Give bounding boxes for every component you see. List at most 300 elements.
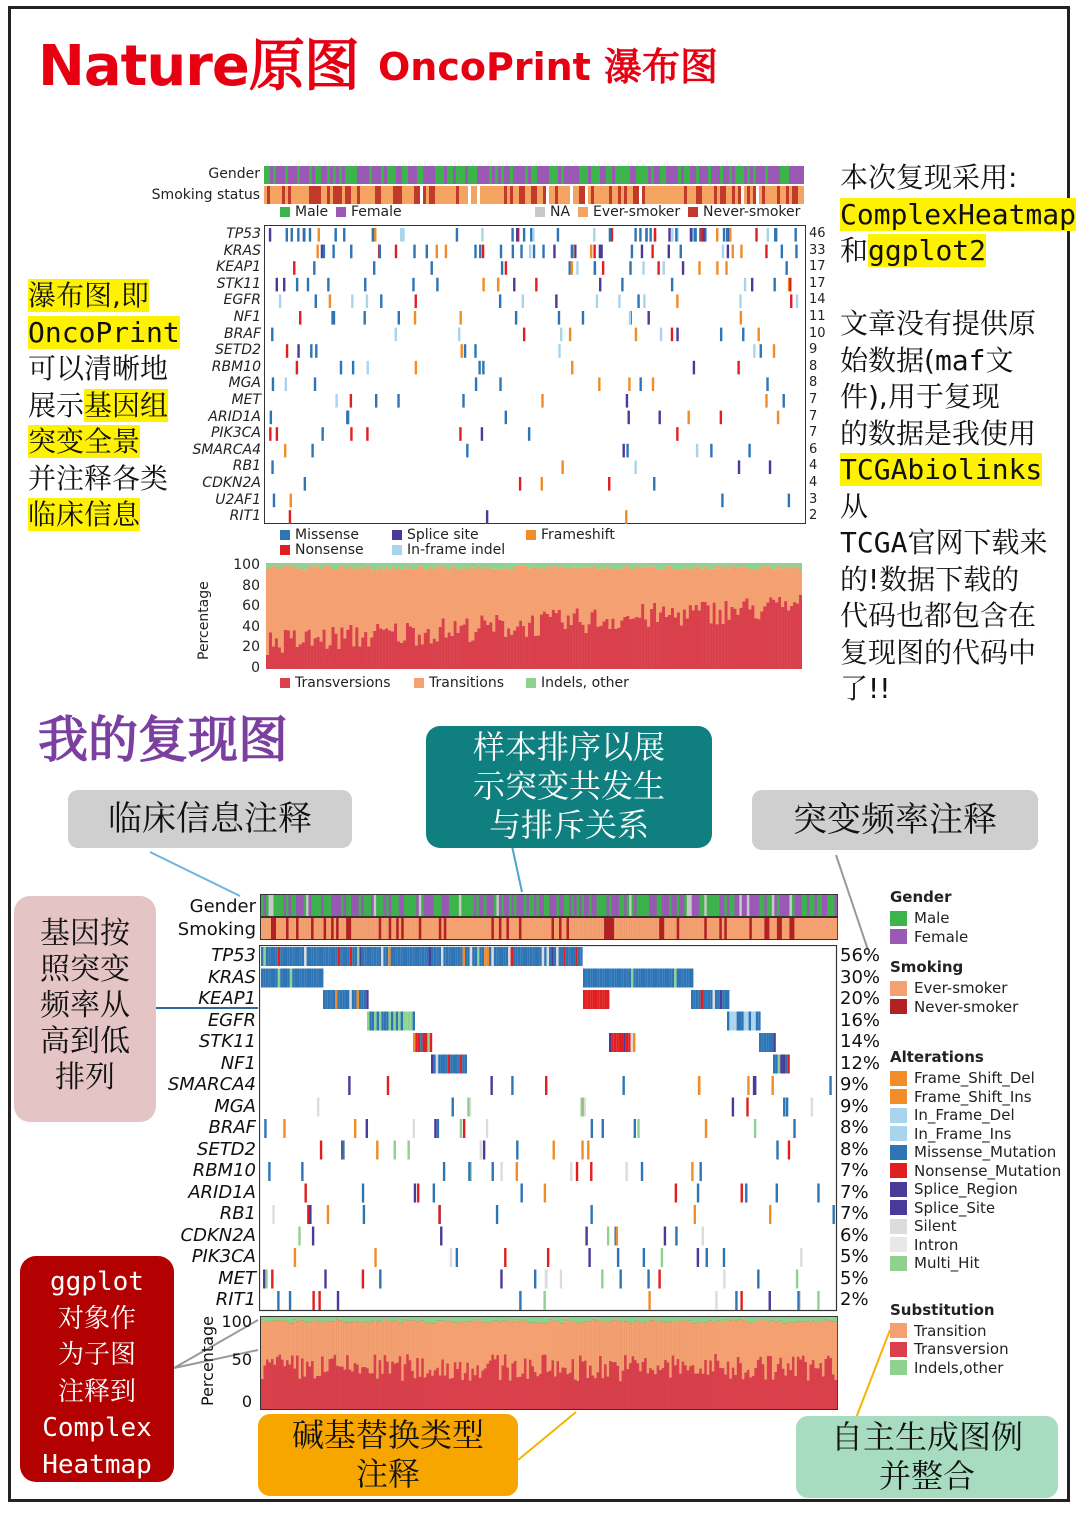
transition-bar bbox=[679, 1322, 682, 1374]
transversion-bar bbox=[294, 1369, 297, 1409]
mutation-cell bbox=[629, 969, 631, 988]
gender-cell bbox=[409, 895, 412, 916]
mutation-cell bbox=[749, 1012, 751, 1031]
orig-y-tick: 40 bbox=[242, 618, 260, 635]
mutation-cell bbox=[431, 1055, 433, 1074]
transversion-bar bbox=[354, 1363, 357, 1409]
indel-bar bbox=[669, 1317, 672, 1322]
transversion-bar bbox=[674, 1365, 677, 1409]
indel-bar bbox=[822, 1317, 825, 1322]
mutation-cell bbox=[619, 1270, 621, 1289]
mutation-cell bbox=[588, 990, 590, 1009]
mutation-cell bbox=[605, 969, 607, 988]
transition-bar bbox=[339, 1320, 342, 1366]
transition-bar bbox=[546, 1322, 549, 1372]
gender-cell bbox=[757, 895, 760, 916]
transversion-bar bbox=[506, 1368, 509, 1409]
indel-bar bbox=[677, 1317, 680, 1321]
indel-bar bbox=[331, 1317, 334, 1322]
mutation-cell bbox=[317, 1098, 319, 1117]
gender-cell bbox=[269, 895, 272, 916]
callout-ggplot-line: 为子图 bbox=[57, 1340, 136, 1370]
mutation-cell bbox=[664, 1227, 666, 1246]
gender-cell bbox=[587, 895, 590, 916]
mutation-cell bbox=[357, 990, 359, 1009]
transition-bar bbox=[289, 1323, 292, 1364]
gender-cell bbox=[772, 895, 775, 916]
gender-cell bbox=[496, 895, 499, 916]
transversion-bar bbox=[647, 1373, 650, 1409]
smoking-cell bbox=[797, 918, 800, 939]
mutation-cell bbox=[539, 947, 541, 966]
transversion-bar bbox=[334, 1355, 337, 1409]
mutation-cell bbox=[441, 947, 443, 966]
transversion-bar bbox=[486, 1364, 489, 1409]
orig-sub-legend-transitions: Transitions bbox=[414, 675, 504, 691]
page-subtitle: OncoPrint 瀑布图 bbox=[378, 45, 719, 89]
mutation-cell bbox=[298, 1227, 300, 1246]
transversion-bar bbox=[629, 1363, 632, 1409]
mutation-cell bbox=[513, 947, 515, 966]
mutation-cell bbox=[292, 947, 294, 966]
gender-cell bbox=[562, 895, 565, 916]
indel-bar bbox=[549, 1317, 552, 1320]
indel-bar bbox=[359, 1317, 362, 1321]
orig-gene-label: SMARCA4 bbox=[192, 441, 261, 458]
smoking-cell bbox=[649, 918, 652, 939]
mutation-cell bbox=[619, 1033, 621, 1052]
transition-bar bbox=[434, 1323, 437, 1370]
indel-bar bbox=[779, 1317, 782, 1321]
mutation-cell bbox=[374, 1248, 376, 1267]
indel-bar bbox=[394, 1317, 397, 1321]
transition-bar bbox=[264, 1321, 267, 1366]
indel-bar bbox=[291, 1317, 294, 1323]
smoking-cell bbox=[754, 918, 757, 939]
transversion-bar bbox=[609, 1361, 612, 1409]
smoking-cell bbox=[639, 918, 642, 939]
legend-label: Ever-smoker bbox=[914, 979, 1008, 998]
transversion-bar bbox=[301, 1359, 304, 1409]
callout-ggplot-line: ggplot bbox=[50, 1267, 144, 1297]
smoking-cell bbox=[261, 918, 264, 939]
repro-gene-label: TP53 bbox=[211, 945, 256, 966]
mutation-cell bbox=[691, 1162, 693, 1181]
mutation-cell bbox=[417, 1184, 419, 1203]
callout-ggplot-line: 注释到 bbox=[57, 1376, 136, 1407]
mutation-cell bbox=[713, 990, 715, 1009]
indel-bar bbox=[541, 1317, 544, 1322]
smoking-cell bbox=[592, 918, 595, 939]
transversion-bar bbox=[391, 1362, 394, 1409]
indel-bar bbox=[742, 1317, 745, 1320]
indel-bar bbox=[501, 1317, 504, 1320]
gender-cell bbox=[319, 895, 322, 916]
transition-bar bbox=[694, 1323, 697, 1373]
indel-bar bbox=[824, 1317, 827, 1320]
gender-cell bbox=[824, 895, 827, 916]
gender-cell bbox=[629, 895, 632, 916]
smoking-cell bbox=[359, 918, 362, 939]
transition-bar bbox=[749, 1323, 752, 1378]
smoking-cell bbox=[762, 918, 765, 939]
mutation-cell bbox=[434, 947, 436, 966]
mutation-cell bbox=[753, 1076, 755, 1095]
indel-bar bbox=[459, 1317, 462, 1321]
indel-bar bbox=[404, 1317, 407, 1320]
transition-bar bbox=[584, 1321, 587, 1361]
smoking-cell bbox=[321, 918, 324, 939]
transversion-bar bbox=[767, 1356, 770, 1409]
orig-gene-label: KRAS bbox=[223, 242, 261, 259]
mutation-cell bbox=[393, 947, 395, 966]
mutation-cell bbox=[723, 1248, 725, 1267]
smoking-cell bbox=[486, 918, 489, 939]
indel-bar bbox=[286, 1317, 289, 1321]
transversion-bar bbox=[509, 1381, 512, 1409]
gender-cell bbox=[809, 895, 812, 916]
indel-bar bbox=[414, 1317, 417, 1321]
mutation-cell bbox=[583, 969, 585, 988]
transversion-bar bbox=[494, 1359, 497, 1409]
orig-count-label: 7 bbox=[809, 392, 818, 407]
transition-bar bbox=[449, 1322, 452, 1379]
transversion-bar bbox=[637, 1363, 640, 1409]
gender-cell bbox=[792, 895, 795, 916]
mutation-cell bbox=[312, 1291, 314, 1310]
transversion-bar bbox=[331, 1359, 334, 1409]
indel-bar bbox=[617, 1317, 620, 1320]
repro-ann-label-smoking: Smoking bbox=[177, 919, 256, 940]
gender-cell bbox=[794, 895, 797, 916]
legend-swatch bbox=[890, 1089, 907, 1104]
mutation-cell bbox=[584, 1098, 586, 1117]
mutation-cell bbox=[345, 947, 347, 966]
transversion-bar bbox=[764, 1380, 767, 1409]
gender-cell bbox=[334, 895, 337, 916]
mutation-cell bbox=[299, 969, 301, 988]
smoking-cell bbox=[401, 918, 404, 939]
legend-label: Nonsense_Mutation bbox=[914, 1161, 1062, 1180]
repro-percent-label: 5% bbox=[840, 1246, 869, 1267]
smoking-cell bbox=[376, 918, 379, 939]
transversion-bar bbox=[734, 1375, 737, 1409]
gender-cell bbox=[324, 895, 327, 916]
mutation-cell bbox=[290, 947, 292, 966]
transversion-bar bbox=[276, 1357, 279, 1409]
indel-bar bbox=[434, 1317, 437, 1323]
smoking-cell bbox=[789, 918, 792, 939]
mutation-cell bbox=[679, 969, 681, 988]
smoking-cell bbox=[799, 918, 802, 939]
left-note-segment: OncoPrint bbox=[28, 315, 180, 349]
mutation-cell bbox=[439, 947, 441, 966]
transition-bar bbox=[732, 1320, 735, 1368]
callout-clinical: 临床信息注释 bbox=[68, 790, 352, 848]
smoking-cell bbox=[349, 918, 352, 939]
transition-bar bbox=[414, 1321, 417, 1379]
smoking-cell bbox=[464, 918, 467, 939]
mutation-cell bbox=[503, 947, 505, 966]
mutation-cell bbox=[366, 990, 368, 1009]
mutation-cell bbox=[381, 947, 383, 966]
mutation-cell bbox=[764, 1033, 766, 1052]
gender-cell bbox=[531, 895, 534, 916]
indel-bar bbox=[632, 1317, 635, 1323]
repro-gene-label: MET bbox=[218, 1267, 256, 1289]
gender-cell bbox=[782, 895, 785, 916]
gender-cell bbox=[459, 895, 462, 916]
orig-sub-legend-transversions: Transversions bbox=[280, 675, 391, 691]
transition-bar bbox=[704, 1323, 707, 1360]
gender-cell bbox=[289, 895, 292, 916]
mutation-cell bbox=[585, 1227, 587, 1246]
transition-bar bbox=[642, 1323, 645, 1362]
transversion-bar bbox=[659, 1370, 662, 1409]
transversion-bar bbox=[592, 1376, 595, 1409]
mutation-cell bbox=[414, 1184, 416, 1203]
mutation-cell bbox=[335, 990, 337, 1009]
mutation-cell bbox=[333, 947, 335, 966]
mutation-cell bbox=[362, 1184, 364, 1203]
smoking-cell bbox=[602, 918, 605, 939]
smoking-cell bbox=[454, 918, 457, 939]
mutation-cell bbox=[771, 1076, 773, 1095]
mutation-cell bbox=[436, 947, 438, 966]
transition-bar bbox=[762, 1321, 765, 1364]
orig-ann-label-gender: Gender bbox=[208, 166, 260, 182]
indel-bar bbox=[371, 1317, 374, 1320]
smoking-cell bbox=[536, 918, 539, 939]
transition-bar bbox=[516, 1322, 519, 1377]
mutation-cell bbox=[757, 1270, 759, 1289]
smoking-cell bbox=[677, 918, 680, 939]
transversion-bar bbox=[602, 1378, 605, 1409]
mutation-cell bbox=[453, 1055, 455, 1074]
mutation-cell bbox=[369, 1012, 371, 1031]
smoking-cell bbox=[772, 918, 775, 939]
transition-bar bbox=[822, 1322, 825, 1377]
orig-gene-label: SETD2 bbox=[215, 342, 261, 359]
indel-bar bbox=[752, 1317, 755, 1323]
smoking-cell bbox=[456, 918, 459, 939]
right-note-segment: TCGAbiolinks bbox=[840, 453, 1043, 486]
legend-swatch bbox=[890, 1323, 907, 1338]
transition-bar bbox=[536, 1323, 539, 1376]
orig-count-label: 8 bbox=[809, 358, 818, 374]
gender-cell bbox=[441, 895, 444, 916]
gender-cell bbox=[619, 895, 622, 916]
mutation-cell bbox=[455, 1055, 457, 1074]
legend-swatch bbox=[890, 1182, 907, 1197]
transversion-bar bbox=[541, 1355, 544, 1409]
mutation-cell bbox=[744, 1012, 746, 1031]
transversion-bar bbox=[384, 1355, 387, 1409]
indel-bar bbox=[261, 1317, 264, 1320]
indel-bar bbox=[316, 1317, 319, 1321]
smoking-cell bbox=[712, 918, 715, 939]
mutation-cell bbox=[727, 990, 729, 1009]
repro-oncoprint-matrix bbox=[259, 945, 838, 1312]
repro-gene-label: PIK3CA bbox=[191, 1246, 256, 1267]
transversion-bar bbox=[381, 1374, 384, 1409]
repro-percent-label: 6% bbox=[840, 1224, 869, 1246]
mutation-cell bbox=[776, 1141, 778, 1160]
legend-label: Indels,other bbox=[914, 1358, 1004, 1377]
smoking-cell bbox=[674, 918, 677, 939]
transition-bar bbox=[672, 1323, 675, 1356]
transversion-bar bbox=[612, 1362, 615, 1409]
smoking-cell bbox=[496, 918, 499, 939]
transition-bar bbox=[609, 1321, 612, 1361]
mutation-cell bbox=[285, 947, 287, 966]
smoking-cell bbox=[419, 918, 422, 939]
gender-cell bbox=[737, 895, 740, 916]
transition-bar bbox=[622, 1321, 625, 1371]
transition-bar bbox=[697, 1321, 700, 1373]
mutation-cell bbox=[745, 1184, 747, 1203]
indel-bar bbox=[772, 1317, 775, 1320]
transition-bar bbox=[459, 1321, 462, 1362]
transversion-bar bbox=[399, 1356, 402, 1409]
indel-bar bbox=[534, 1317, 537, 1323]
gender-cell bbox=[557, 895, 560, 916]
transition-bar bbox=[269, 1321, 272, 1363]
mutation-cell bbox=[607, 990, 609, 1009]
transversion-bar bbox=[607, 1377, 610, 1409]
gender-cell bbox=[401, 895, 404, 916]
indel-bar bbox=[426, 1317, 429, 1323]
indel-bar bbox=[719, 1317, 722, 1320]
indel-bar bbox=[474, 1317, 477, 1322]
gender-cell bbox=[589, 895, 592, 916]
indel-bar bbox=[504, 1317, 507, 1321]
indel-bar bbox=[567, 1317, 570, 1321]
smoking-cell bbox=[344, 918, 347, 939]
gender-cell bbox=[386, 895, 389, 916]
mutation-cell bbox=[580, 947, 582, 966]
mutation-cell bbox=[355, 947, 357, 966]
mutation-cell bbox=[328, 947, 330, 966]
mutation-cell bbox=[273, 969, 275, 988]
transition-bar bbox=[777, 1321, 780, 1364]
orig-gene-label: RIT1 bbox=[229, 508, 261, 525]
transition-bar bbox=[832, 1322, 835, 1375]
transition-bar bbox=[496, 1321, 499, 1355]
indel-bar bbox=[712, 1317, 715, 1321]
mutation-cell bbox=[263, 947, 265, 966]
orig-ann-legend-female: Female bbox=[336, 204, 402, 220]
mutation-cell bbox=[662, 969, 664, 988]
indel-bar bbox=[294, 1317, 297, 1320]
transition-bar bbox=[804, 1322, 807, 1362]
orig-count-label: 8 bbox=[809, 375, 818, 391]
smoking-cell bbox=[619, 918, 622, 939]
legend-item bbox=[890, 1143, 1070, 1162]
transition-bar bbox=[304, 1322, 307, 1376]
mutation-cell bbox=[430, 1033, 432, 1052]
indel-bar bbox=[471, 1317, 474, 1322]
indel-bar bbox=[792, 1317, 795, 1323]
mutation-cell bbox=[597, 969, 599, 988]
mutation-cell bbox=[575, 947, 577, 966]
mutation-cell bbox=[307, 1205, 309, 1224]
indel-bar bbox=[577, 1317, 580, 1323]
mutation-cell bbox=[648, 1291, 650, 1310]
transversion-bar bbox=[459, 1362, 462, 1409]
mutation-cell bbox=[611, 1033, 613, 1052]
right-note-segment: 复现图的代码中 bbox=[840, 635, 1037, 669]
smoking-cell bbox=[589, 918, 592, 939]
gender-cell bbox=[271, 895, 274, 916]
mutation-cell bbox=[496, 1205, 498, 1224]
mutation-cell bbox=[349, 990, 351, 1009]
gender-cell bbox=[481, 895, 484, 916]
transition-bar bbox=[324, 1320, 327, 1372]
transversion-bar bbox=[511, 1363, 514, 1409]
transversion-bar bbox=[386, 1362, 389, 1409]
gender-cell bbox=[574, 895, 577, 916]
mutation-cell bbox=[568, 947, 570, 966]
legend-swatch bbox=[890, 1360, 907, 1375]
mutation-cell bbox=[326, 947, 328, 966]
mutation-cell bbox=[590, 1205, 592, 1224]
smoking-cell bbox=[669, 918, 672, 939]
transversion-bar bbox=[501, 1366, 504, 1409]
transversion-bar bbox=[677, 1359, 680, 1409]
right-note-segment: 文章没有提供原 bbox=[840, 307, 1037, 340]
legend-item bbox=[890, 1236, 1070, 1255]
smoking-cell bbox=[784, 918, 787, 939]
smoking-cell bbox=[604, 918, 607, 939]
left-note-segment: 临床信息 bbox=[28, 498, 141, 531]
transition-bar bbox=[331, 1322, 334, 1359]
orig-count-label: 7 bbox=[809, 408, 818, 424]
mutation-cell bbox=[482, 947, 484, 966]
gender-cell bbox=[642, 895, 645, 916]
transition-bar bbox=[406, 1321, 409, 1355]
indel-bar bbox=[361, 1317, 364, 1323]
transition-bar bbox=[797, 1321, 800, 1357]
mutation-cell bbox=[292, 969, 294, 988]
mutation-cell bbox=[396, 1012, 398, 1031]
transition-bar bbox=[729, 1320, 732, 1379]
indel-bar bbox=[774, 1317, 777, 1322]
transition-bar bbox=[481, 1323, 484, 1371]
mutation-cell bbox=[264, 1119, 266, 1138]
smoking-cell bbox=[612, 918, 615, 939]
mutation-cell bbox=[520, 947, 522, 966]
mutation-cell bbox=[431, 947, 433, 966]
transversion-bar bbox=[617, 1366, 620, 1409]
gender-cell bbox=[742, 895, 745, 916]
indel-bar bbox=[266, 1317, 269, 1322]
mutation-cell bbox=[413, 1012, 415, 1031]
indel-bar bbox=[439, 1317, 442, 1321]
gender-cell bbox=[489, 895, 492, 916]
transversion-bar bbox=[817, 1368, 820, 1409]
gender-cell bbox=[536, 895, 539, 916]
smoking-cell bbox=[389, 918, 392, 939]
mutation-cell bbox=[624, 969, 626, 988]
transition-bar bbox=[494, 1321, 497, 1360]
smoking-cell bbox=[652, 918, 655, 939]
transversion-bar bbox=[411, 1371, 414, 1409]
mutation-cell bbox=[423, 1033, 425, 1052]
indel-bar bbox=[749, 1317, 752, 1323]
gender-cell bbox=[399, 895, 402, 916]
mutation-cell bbox=[729, 1012, 731, 1031]
